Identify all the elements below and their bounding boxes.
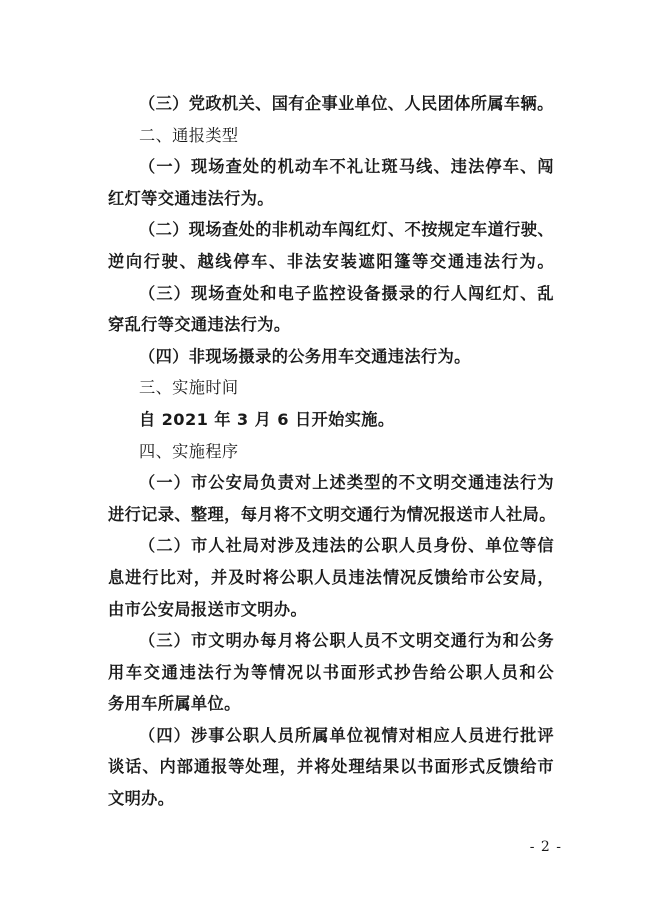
paragraph-line: （二）市人社局对涉及违法的公职人员身份、单位等信: [139, 536, 554, 556]
paragraph-line: （三）现场查处和电子监控设备摄录的行人闯红灯、乱: [139, 283, 554, 303]
page-number: - 2 -: [529, 839, 562, 855]
document-body: [108, 88, 554, 815]
section-heading: 二、通报类型: [139, 125, 239, 145]
paragraph-line: （一）市公安局负责对上述类型的不文明交通违法行为: [139, 473, 554, 493]
paragraph-line: 由市公安局报送市文明办。: [108, 599, 308, 619]
paragraph-line: （二）现场查处的非机动车闯红灯、不按规定车道行驶、: [139, 220, 554, 240]
paragraph-line: 用车交通违法行为等情况以书面形式抄告给公职人员和公: [108, 662, 554, 682]
paragraph-line: 红灯等交通违法行为。: [108, 188, 274, 208]
paragraph-line: （一）现场查处的机动车不礼让斑马线、违法停车、闯: [139, 157, 554, 177]
paragraph-line: （四）非现场摄录的公务用车交通违法行为。: [139, 346, 471, 366]
paragraph-line: 穿乱行等交通违法行为。: [108, 315, 291, 335]
paragraph-line: 文明办。: [108, 789, 175, 809]
section-heading: 三、实施时间: [139, 378, 239, 398]
paragraph-line: 进行记录、整理，每月将不文明交通行为情况报送市人社局。: [108, 504, 556, 524]
paragraph-line: 务用车所属单位。: [108, 694, 241, 714]
paragraph-line: （四）涉事公职人员所属单位视情对相应人员进行批评: [139, 725, 554, 745]
paragraph-line: 逆向行驶、越线停车、非法安装遮阳篷等交通违法行为。: [108, 251, 554, 271]
paragraph-line: （三）党政机关、国有企事业单位、人民团体所属车辆。: [139, 94, 554, 113]
section-heading: 四、实施程序: [139, 441, 239, 461]
paragraph-line: 自 2021 年 3 月 6 日开始实施。: [139, 409, 395, 429]
paragraph-line: 谈话、内部通报等处理，并将处理结果以书面形式反馈给市: [108, 757, 554, 777]
paragraph-line: （三）市文明办每月将公职人员不文明交通行为和公务: [139, 631, 554, 651]
paragraph-line: 息进行比对，并及时将公职人员违法情况反馈给市公安局，: [108, 567, 554, 587]
